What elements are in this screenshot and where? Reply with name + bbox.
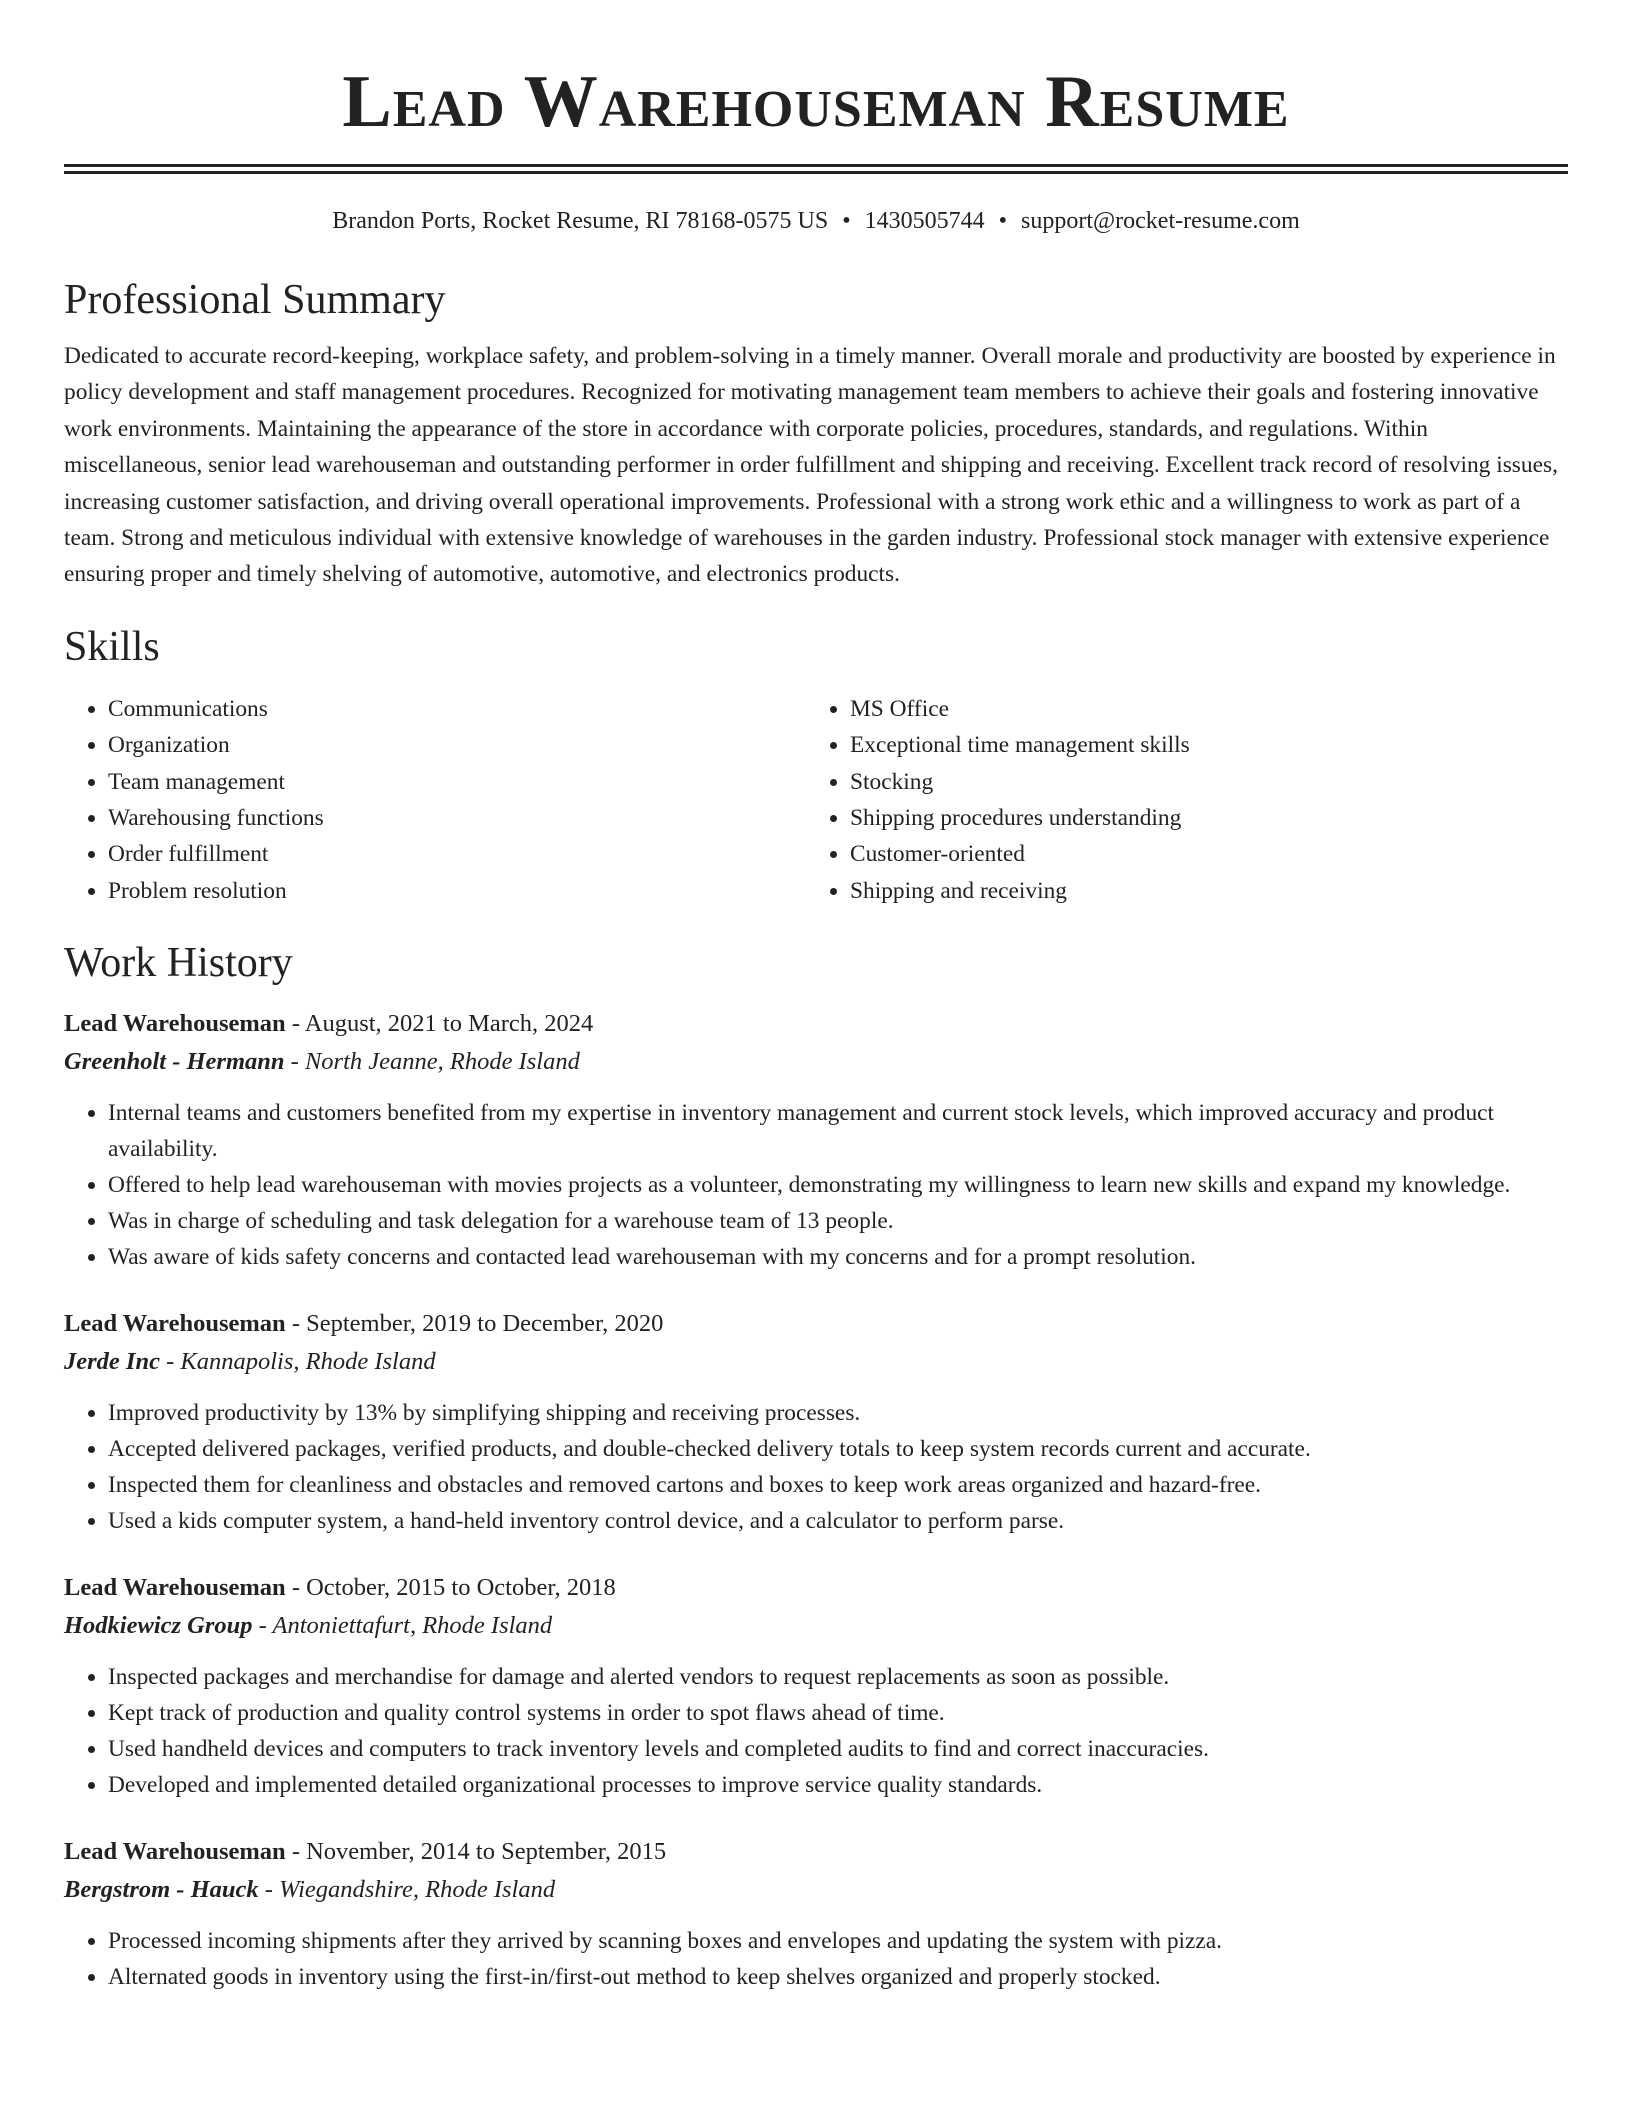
job-entry <box>64 1569 1568 1803</box>
job-entry <box>64 1833 1568 1995</box>
company-line <box>64 1607 1568 1645</box>
skill-item: • Exceptional time management skills <box>850 727 1548 763</box>
contact-separator: • <box>998 208 1008 234</box>
skill-item: • MS Office <box>850 691 1548 727</box>
company-line <box>64 1871 1568 1909</box>
job-dates: - September, 2019 to December, 2020 <box>285 1310 664 1338</box>
job-entry <box>64 1005 1568 1275</box>
contact-separator: • <box>842 208 851 234</box>
contact-phone: 1430505744 <box>864 208 985 234</box>
job-bullet: • Developed and implemented detailed organizational processes to improve service quality standards. <box>108 1767 1568 1803</box>
job-dates: - October, 2015 to October, 2018 <box>285 1574 616 1602</box>
skills-column-left <box>64 691 806 909</box>
job-bullet: • Inspected packages and merchandise for damage and alerted vendors to request replacements as soon as possible. <box>108 1659 1568 1695</box>
job-bullets <box>64 1095 1568 1275</box>
job-bullet: • Was in charge of scheduling and task delegation for a warehouse team of 13 people. <box>108 1203 1568 1239</box>
job-bullet: • Inspected them for cleanliness and obstacles and removed cartons and boxes to keep work areas organized and hazard-free. <box>108 1467 1568 1503</box>
company-location: - North Jeanne, Rhode Island <box>284 1048 580 1076</box>
job-title: Lead Warehouseman <box>64 1010 286 1038</box>
job-header <box>64 1305 1568 1343</box>
company-name: Jerde Inc <box>64 1348 160 1376</box>
resume-title: Lead Warehouseman Resume <box>342 61 1290 143</box>
skill-item: • Shipping procedures understanding <box>850 800 1548 836</box>
job-title: Lead Warehouseman <box>64 1310 286 1338</box>
skills-heading: Skills <box>64 623 160 670</box>
company-name: Bergstrom - Hauck <box>64 1876 259 1904</box>
job-bullet: • Processed incoming shipments after they arrived by scanning boxes and envelopes and updating the system with pizza. <box>108 1923 1568 1959</box>
job-bullet: • Kept track of production and quality control systems in order to spot flaws ahead of time. <box>108 1695 1568 1731</box>
skill-item: • Order fulfillment <box>108 836 806 872</box>
company-name: Greenholt - Hermann <box>64 1048 285 1076</box>
summary-text: Dedicated to accurate record-keeping, workplace safety, and problem-solving in a timely manner. Overall morale and productivity are boosted by experience in policy development and staff management procedures. Recognized for motivating management team members to achieve their goals and fostering innovative work environments. Maintaining the appearance of the store in accordance with corporate policies, procedures, standards, and regulations. Within miscellaneous, senior lead warehouseman and outstanding performer in order fulfillment and shipping and receiving. Excellent track record of resolving issues, increasing customer satisfaction, and driving overall operational improvements. Professional with a strong work ethic and a willingness to work as part of a team. Strong and meticulous individual with extensive knowledge of warehouses in the garden industry. Professional stock manager with extensive experience ensuring proper and timely shelving of automotive, automotive, and electronics products. <box>64 343 1558 588</box>
skill-item: • Stocking <box>850 764 1548 800</box>
job-bullet: • Internal teams and customers benefited from my expertise in inventory management and current stock levels, which improved accuracy and product availability. <box>108 1095 1568 1167</box>
job-title: Lead Warehouseman <box>64 1838 286 1866</box>
skill-item: • Team management <box>108 764 806 800</box>
skill-item: • Warehousing functions <box>108 800 806 836</box>
skill-item: • Organization <box>108 727 806 763</box>
job-bullet: • Used handheld devices and computers to track inventory levels and completed audits to find and correct inaccuracies. <box>108 1731 1568 1767</box>
title-double-rule <box>64 164 1568 174</box>
job-bullets <box>64 1659 1568 1803</box>
job-bullets <box>64 1395 1568 1539</box>
job-bullet: • Accepted delivered packages, verified products, and double-checked delivery totals to keep system records current and accurate. <box>108 1431 1568 1467</box>
job-title: Lead Warehouseman <box>64 1574 286 1602</box>
job-dates: - November, 2014 to September, 2015 <box>285 1838 667 1866</box>
company-location: - Wiegandshire, Rhode Island <box>258 1876 556 1904</box>
skills-list <box>64 691 1568 909</box>
job-entry <box>64 1305 1568 1539</box>
job-header <box>64 1569 1568 1607</box>
job-bullets <box>64 1923 1568 1995</box>
job-bullet: • Alternated goods in inventory using the first-in/first-out method to keep shelves organized and properly stocked. <box>108 1959 1568 1995</box>
contact-line <box>64 206 1568 236</box>
job-bullet: • Improved productivity by 13% by simplifying shipping and receiving processes. <box>108 1395 1568 1431</box>
skills-column-right <box>806 691 1548 909</box>
company-name: Hodkiewicz Group <box>64 1612 253 1640</box>
company-line <box>64 1343 1568 1381</box>
job-dates: - August, 2021 to March, 2024 <box>285 1010 594 1038</box>
skill-item: • Communications <box>108 691 806 727</box>
company-line <box>64 1043 1568 1081</box>
company-location: - Kannapolis, Rhode Island <box>159 1348 436 1376</box>
skill-item: • Shipping and receiving <box>850 873 1548 909</box>
job-header <box>64 1005 1568 1043</box>
job-bullet: • Used a kids computer system, a hand-held inventory control device, and a calculator to perform parse. <box>108 1503 1568 1539</box>
job-bullet: • Was aware of kids safety concerns and contacted lead warehouseman with my concerns and for a prompt resolution. <box>108 1239 1568 1275</box>
work-history-heading: Work History <box>64 940 293 987</box>
contact-address: Brandon Ports, Rocket Resume, RI 78168-0575 US <box>332 208 829 234</box>
contact-email[interactable]: support@rocket-resume.com <box>1021 208 1300 234</box>
company-location: - Antoniettafurt, Rhode Island <box>252 1612 553 1640</box>
skill-item: • Customer-oriented <box>850 836 1548 872</box>
job-bullet: • Offered to help lead warehouseman with movies projects as a volunteer, demonstrating my willingness to learn new skills and expand my knowledge. <box>108 1167 1568 1203</box>
summary-heading: Professional Summary <box>64 277 446 323</box>
skill-item: • Problem resolution <box>108 873 806 909</box>
job-header <box>64 1833 1568 1871</box>
